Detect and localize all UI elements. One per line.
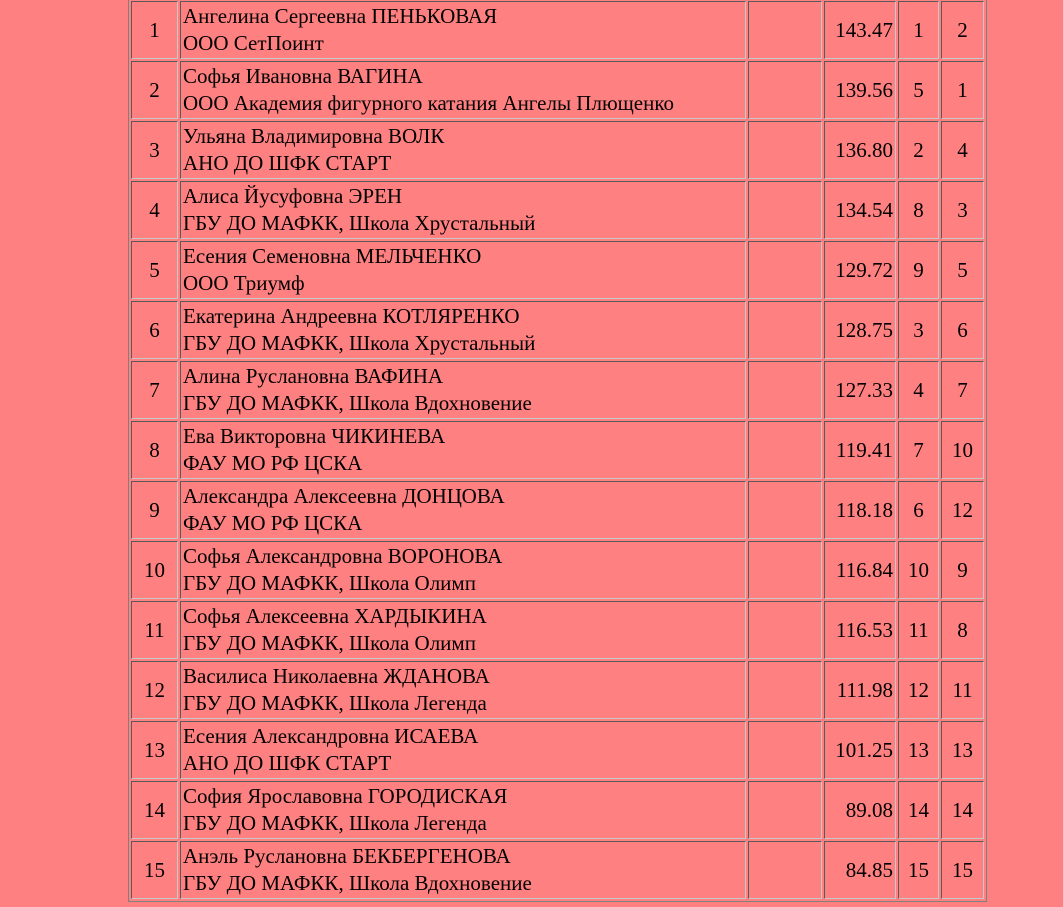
free-skating-place-cell: 6: [941, 301, 984, 359]
free-skating-place-cell: 3: [941, 181, 984, 239]
results-table-body: [131, 1, 984, 899]
empty-cell: [748, 121, 822, 179]
empty-cell: [748, 361, 822, 419]
skater-cell: [180, 541, 746, 599]
table-row: [131, 481, 984, 539]
skater-cell: [180, 721, 746, 779]
total-score-cell: 116.84: [824, 541, 896, 599]
total-score-cell: 119.41: [824, 421, 896, 479]
empty-cell: [748, 181, 822, 239]
table-row: [131, 121, 984, 179]
short-program-place-cell: 5: [898, 61, 939, 119]
skater-cell: [180, 1, 746, 59]
skater-cell: [180, 841, 746, 899]
skater-name: Есения Александровна ИСАЕВА: [183, 724, 479, 748]
club-name: ГБУ ДО МАФКК, Школа Хрустальный: [183, 331, 536, 355]
total-score-cell: 143.47: [824, 1, 896, 59]
total-score-cell: 84.85: [824, 841, 896, 899]
skater-name: Ева Викторовна ЧИКИНЕВА: [183, 424, 446, 448]
table-row: [131, 661, 984, 719]
place-cell: 11: [131, 601, 178, 659]
table-row: [131, 601, 984, 659]
skater-cell: [180, 601, 746, 659]
club-name: АНО ДО ШФК СТАРТ: [183, 151, 392, 175]
total-score-cell: 101.25: [824, 721, 896, 779]
free-skating-place-cell: 9: [941, 541, 984, 599]
free-skating-place-cell: 1: [941, 61, 984, 119]
skater-name: Анэль Руслановна БЕКБЕРГЕНОВА: [183, 844, 511, 868]
club-name: ГБУ ДО МАФКК, Школа Хрустальный: [183, 211, 536, 235]
free-skating-place-cell: 8: [941, 601, 984, 659]
total-score-cell: 118.18: [824, 481, 896, 539]
total-score-cell: 129.72: [824, 241, 896, 299]
empty-cell: [748, 241, 822, 299]
empty-cell: [748, 61, 822, 119]
total-score-cell: 111.98: [824, 661, 896, 719]
total-score-cell: 128.75: [824, 301, 896, 359]
empty-cell: [748, 1, 822, 59]
club-name: АНО ДО ШФК СТАРТ: [183, 751, 392, 775]
place-cell: 4: [131, 181, 178, 239]
skater-cell: [180, 361, 746, 419]
table-row: [131, 61, 984, 119]
skater-cell: [180, 301, 746, 359]
skater-name: Софья Александровна ВОРОНОВА: [183, 544, 503, 568]
total-score-cell: 139.56: [824, 61, 896, 119]
short-program-place-cell: 13: [898, 721, 939, 779]
place-cell: 12: [131, 661, 178, 719]
total-score-cell: 89.08: [824, 781, 896, 839]
short-program-place-cell: 14: [898, 781, 939, 839]
table-row: [131, 301, 984, 359]
table-row: [131, 361, 984, 419]
club-name: ООО Триумф: [183, 271, 305, 295]
short-program-place-cell: 4: [898, 361, 939, 419]
short-program-place-cell: 3: [898, 301, 939, 359]
club-name: ГБУ ДО МАФКК, Школа Вдохновение: [183, 871, 532, 895]
skater-name: Ульяна Владимировна ВОЛК: [183, 124, 445, 148]
empty-cell: [748, 661, 822, 719]
free-skating-place-cell: 14: [941, 781, 984, 839]
club-name: ФАУ МО РФ ЦСКА: [183, 451, 363, 475]
skater-name: Софья Ивановна ВАГИНА: [183, 64, 423, 88]
skater-cell: [180, 181, 746, 239]
skater-cell: [180, 421, 746, 479]
place-cell: 3: [131, 121, 178, 179]
total-score-cell: 136.80: [824, 121, 896, 179]
place-cell: 14: [131, 781, 178, 839]
empty-cell: [748, 781, 822, 839]
empty-cell: [748, 481, 822, 539]
table-row: [131, 421, 984, 479]
place-cell: 13: [131, 721, 178, 779]
short-program-place-cell: 6: [898, 481, 939, 539]
skater-cell: [180, 61, 746, 119]
skater-cell: [180, 661, 746, 719]
empty-cell: [748, 601, 822, 659]
total-score-cell: 116.53: [824, 601, 896, 659]
club-name: ФАУ МО РФ ЦСКА: [183, 511, 363, 535]
free-skating-place-cell: 5: [941, 241, 984, 299]
skater-name: Екатерина Андреевна КОТЛЯРЕНКО: [183, 304, 520, 328]
skater-name: Ангелина Сергеевна ПЕНЬКОВАЯ: [183, 4, 498, 28]
free-skating-place-cell: 7: [941, 361, 984, 419]
free-skating-place-cell: 11: [941, 661, 984, 719]
empty-cell: [748, 541, 822, 599]
total-score-cell: 134.54: [824, 181, 896, 239]
skater-name: Александра Алексеевна ДОНЦОВА: [183, 484, 505, 508]
club-name: ГБУ ДО МАФКК, Школа Легенда: [183, 691, 487, 715]
short-program-place-cell: 15: [898, 841, 939, 899]
short-program-place-cell: 11: [898, 601, 939, 659]
skater-name: Софья Алексеевна ХАРДЫКИНА: [183, 604, 487, 628]
table-row: [131, 181, 984, 239]
place-cell: 5: [131, 241, 178, 299]
place-cell: 1: [131, 1, 178, 59]
free-skating-place-cell: 2: [941, 1, 984, 59]
club-name: ГБУ ДО МАФКК, Школа Вдохновение: [183, 391, 532, 415]
place-cell: 7: [131, 361, 178, 419]
place-cell: 8: [131, 421, 178, 479]
club-name: ГБУ ДО МАФКК, Школа Легенда: [183, 811, 487, 835]
place-cell: 2: [131, 61, 178, 119]
place-cell: 9: [131, 481, 178, 539]
club-name: ООО СетПоинт: [183, 31, 324, 55]
table-row: [131, 841, 984, 899]
skater-cell: [180, 781, 746, 839]
club-name: ГБУ ДО МАФКК, Школа Олимп: [183, 631, 476, 655]
skater-name: Алина Руслановна ВАФИНА: [183, 364, 444, 388]
empty-cell: [748, 721, 822, 779]
short-program-place-cell: 10: [898, 541, 939, 599]
table-row: [131, 721, 984, 779]
table-row: [131, 541, 984, 599]
short-program-place-cell: 1: [898, 1, 939, 59]
table-row: [131, 781, 984, 839]
skater-cell: [180, 241, 746, 299]
place-cell: 10: [131, 541, 178, 599]
free-skating-place-cell: 12: [941, 481, 984, 539]
free-skating-place-cell: 15: [941, 841, 984, 899]
short-program-place-cell: 9: [898, 241, 939, 299]
place-cell: 6: [131, 301, 178, 359]
empty-cell: [748, 841, 822, 899]
short-program-place-cell: 7: [898, 421, 939, 479]
empty-cell: [748, 301, 822, 359]
results-table: [128, 0, 987, 902]
short-program-place-cell: 8: [898, 181, 939, 239]
empty-cell: [748, 421, 822, 479]
skater-name: Есения Семеновна МЕЛЬЧЕНКО: [183, 244, 482, 268]
skater-name: Алиса Йусуфовна ЭРЕН: [183, 184, 403, 208]
short-program-place-cell: 12: [898, 661, 939, 719]
free-skating-place-cell: 13: [941, 721, 984, 779]
table-row: [131, 1, 984, 59]
skater-name: София Ярославовна ГОРОДИСКАЯ: [183, 784, 508, 808]
free-skating-place-cell: 10: [941, 421, 984, 479]
skater-name: Василиса Николаевна ЖДАНОВА: [183, 664, 490, 688]
total-score-cell: 127.33: [824, 361, 896, 419]
table-row: [131, 241, 984, 299]
place-cell: 15: [131, 841, 178, 899]
club-name: ГБУ ДО МАФКК, Школа Олимп: [183, 571, 476, 595]
short-program-place-cell: 2: [898, 121, 939, 179]
free-skating-place-cell: 4: [941, 121, 984, 179]
skater-cell: [180, 481, 746, 539]
skater-cell: [180, 121, 746, 179]
club-name: ООО Академия фигурного катания Ангелы Плющенко: [183, 91, 674, 115]
